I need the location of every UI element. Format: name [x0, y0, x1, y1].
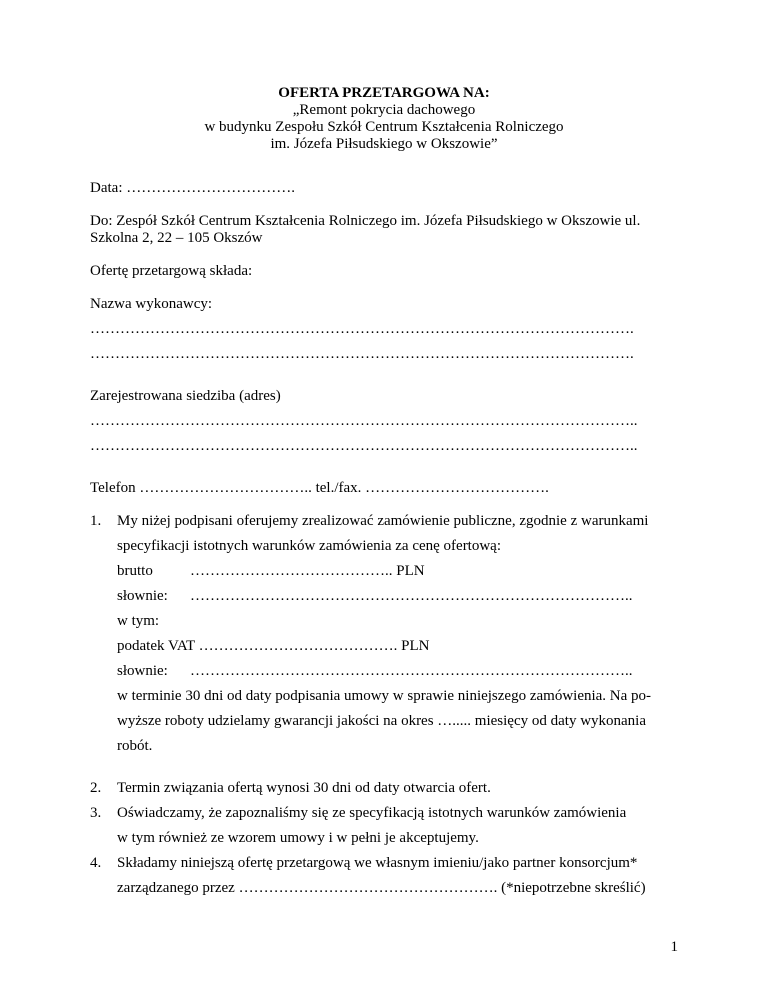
- addressee-line: Szkolna 2, 22 – 105 Okszów: [90, 230, 263, 246]
- document-title: [0, 85, 768, 153]
- vat-field: podatek VAT …………………………………. PLN: [117, 638, 430, 654]
- words-value: ……………………………………………………………………………..: [190, 663, 633, 679]
- title-line: „Remont pokrycia dachowego: [292, 102, 476, 118]
- contractor-line: ……………………………………………………………………………………………….: [90, 321, 634, 337]
- words-value: ……………………………………………………………………………..: [190, 588, 633, 604]
- date-field: Data: …………………………….: [90, 180, 295, 196]
- phone-fax-field: Telefon …………………………….. tel./fax. ……………………………….: [90, 480, 549, 496]
- list-number: 3.: [90, 805, 102, 821]
- gross-value: ………………………………….. PLN: [190, 563, 425, 579]
- list-item-text: w terminie 30 dni od daty podpisania umowy w sprawie niniejszego zamówienia. Na po-: [117, 688, 652, 704]
- list-item-text: w tym również ze wzorem umowy i w pełni je akceptujemy.: [117, 830, 479, 846]
- list-item-text: wyższe roboty udzielamy gwarancji jakości na okres …..... miesięcy od daty wykonania: [117, 713, 647, 729]
- list-item-text: Termin związania ofertą wynosi 30 dni od daty otwarcia ofert.: [117, 780, 491, 796]
- title-heading: OFERTA PRZETARGOWA NA:: [278, 85, 490, 101]
- page-number: 1: [670, 939, 678, 955]
- contractor-label: Nazwa wykonawcy:: [90, 296, 213, 312]
- list-number: 2.: [90, 780, 102, 796]
- list-item-text: robót.: [117, 738, 153, 754]
- including-label: w tym:: [117, 613, 160, 629]
- list-number: 1.: [90, 513, 102, 529]
- contractor-line: ……………………………………………………………………………………………….: [90, 346, 634, 362]
- list-item-text: My niżej podpisani oferujemy zrealizować zamówienie publiczne, zgodnie z warunkami: [117, 513, 649, 529]
- addressee-line: Do: Zespół Szkół Centrum Kształcenia Rolniczego im. Józefa Piłsudskiego w Okszowie ul.: [90, 213, 641, 229]
- gross-label: brutto: [117, 563, 153, 579]
- words-label: słownie:: [117, 663, 168, 679]
- list-item-text: Oświadczamy, że zapoznaliśmy się ze specyfikacją istotnych warunków zamówienia: [117, 805, 627, 821]
- title-line: im. Józefa Piłsudskiego w Okszowie”: [270, 136, 498, 152]
- words-label: słownie:: [117, 588, 168, 604]
- submitted-by-label: Ofertę przetargową składa:: [90, 263, 253, 279]
- address-label: Zarejestrowana siedziba (adres): [90, 388, 281, 404]
- list-item-text: specyfikacji istotnych warunków zamówienia za cenę ofertową:: [117, 538, 502, 554]
- title-line: w budynku Zespołu Szkół Centrum Kształcenia Rolniczego: [204, 119, 564, 135]
- address-line: ………………………………………………………………………………………………..: [90, 413, 638, 429]
- list-number: 4.: [90, 855, 102, 871]
- address-line: ………………………………………………………………………………………………..: [90, 438, 638, 454]
- list-item-text: Składamy niniejszą ofertę przetargową we własnym imieniu/jako partner konsorcjum*: [117, 855, 638, 871]
- list-item-text: zarządzanego przez ……………………………………………. (*niepotrzebne skreślić): [117, 880, 646, 896]
